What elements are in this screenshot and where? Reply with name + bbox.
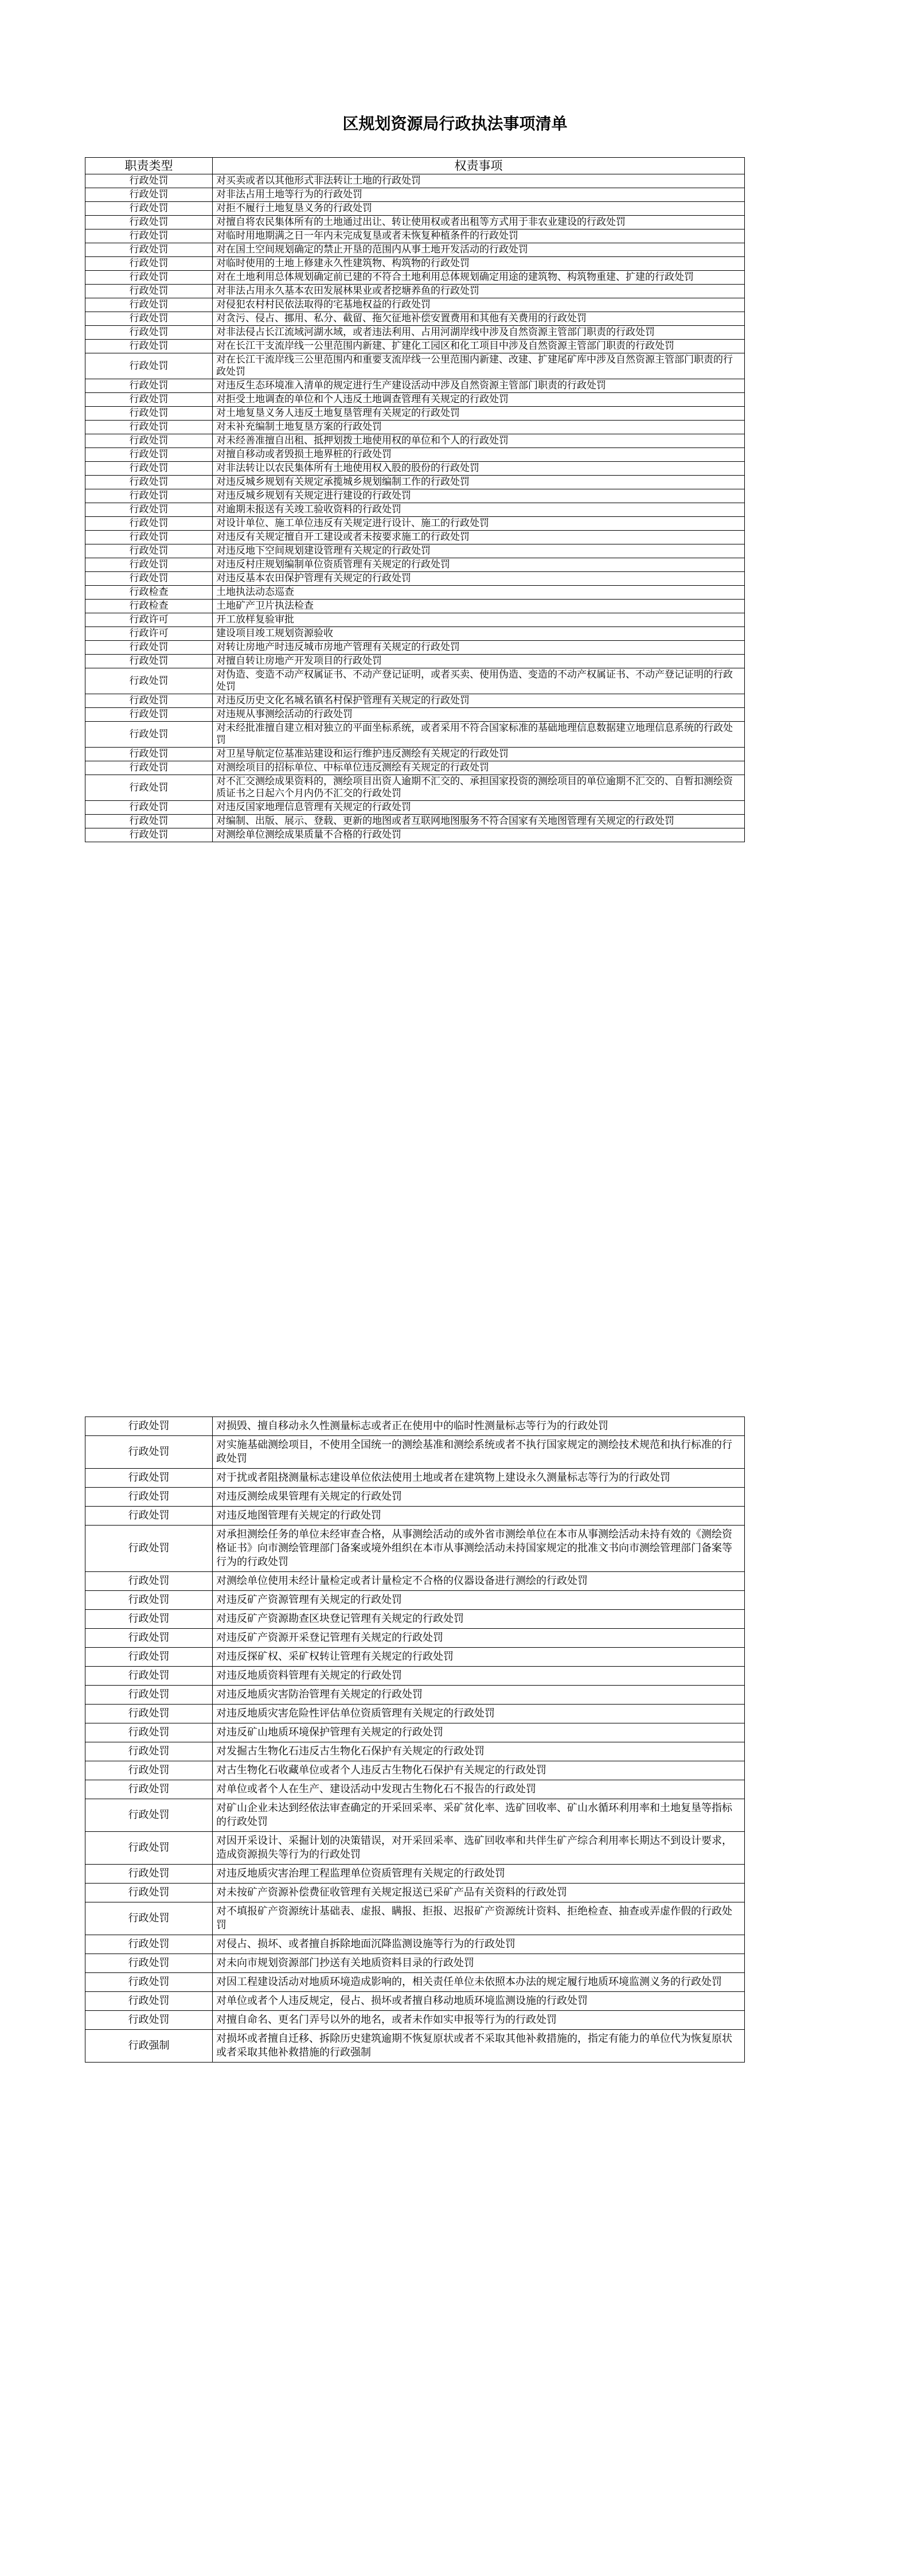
duty-item-cell: 对违反生态环境准入清单的规定进行生产建设活动中涉及自然资源主管部门职责的行政处罚 <box>213 379 745 393</box>
table-row <box>85 462 745 476</box>
header-duty-item: 权责事项 <box>213 158 745 174</box>
duty-type-cell: 行政处罚 <box>85 271 213 285</box>
duty-item-cell: 对未经批准擅自建立相对独立的平面坐标系统，或者采用不符合国家标准的基础地理信息数据建立地理信息系统的行政处罚 <box>213 722 745 748</box>
table-row <box>85 1954 745 1973</box>
duty-item-cell: 对损坏或者擅自迁移、拆除历史建筑逾期不恢复原状或者不采取其他补救措施的，指定有能力的单位代为恢复原状或者采取其他补救措施的行政强制 <box>213 2030 745 2063</box>
duty-type-cell: 行政处罚 <box>85 1992 213 2011</box>
table-row <box>85 600 745 613</box>
duty-type-cell: 行政处罚 <box>85 1686 213 1705</box>
duty-type-cell: 行政处罚 <box>85 298 213 312</box>
duty-item-cell: 对设计单位、施工单位违反有关规定进行设计、施工的行政处罚 <box>213 517 745 531</box>
duty-item-cell: 对未按矿产资源补偿费征收管理有关规定报送已采矿产品有关资料的行政处罚 <box>213 1884 745 1902</box>
duty-item-cell: 对贪污、侵占、挪用、私分、截留、拖欠征地补偿安置费用和其他有关费用的行政处罚 <box>213 312 745 326</box>
duty-item-cell: 对擅自将农民集体所有的土地通过出让、转让使用权或者出租等方式用于非农业建设的行政处罚 <box>213 216 745 229</box>
duty-type-cell: 行政处罚 <box>85 1780 213 1799</box>
duty-item-cell: 对违反矿产资源勘查区块登记管理有关规定的行政处罚 <box>213 1610 745 1629</box>
table-header-row <box>85 158 745 174</box>
table-row <box>85 1572 745 1591</box>
duty-item-cell: 对违反村庄规划编制单位资质管理有关规定的行政处罚 <box>213 558 745 572</box>
duty-type-cell: 行政检查 <box>85 600 213 613</box>
table-row <box>85 243 745 257</box>
duty-type-cell: 行政处罚 <box>85 1436 213 1469</box>
duty-type-cell: 行政处罚 <box>85 257 213 271</box>
table-row <box>85 761 745 775</box>
duty-type-cell: 行政处罚 <box>85 407 213 421</box>
duty-type-cell: 行政处罚 <box>85 1572 213 1591</box>
table-row <box>85 1992 745 2011</box>
duty-item-cell: 对单位或者个人在生产、建设活动中发现古生物化石不报告的行政处罚 <box>213 1780 745 1799</box>
duty-type-cell: 行政检查 <box>85 586 213 600</box>
page-title: 区规划资源局行政执法事项清单 <box>342 114 568 133</box>
duty-type-cell: 行政处罚 <box>85 1705 213 1723</box>
duty-type-cell: 行政处罚 <box>85 531 213 544</box>
duty-item-cell: 对编制、出版、展示、登载、更新的地图或者互联网地图服务不符合国家有关地图管理有关规定的行政处罚 <box>213 815 745 828</box>
duty-item-cell: 对不汇交测绘成果资料的，测绘项目出资人逾期不汇交的、承担国家投资的测绘项目的单位逾期不汇交的、自暂扣测绘资质证书之日起六个月内仍不汇交的行政处罚 <box>213 775 745 801</box>
duty-type-cell: 行政处罚 <box>85 202 213 216</box>
table-row <box>85 801 745 815</box>
duty-item-cell: 对非法侵占长江流域河湖水域，或者违法利用、占用河湖岸线中涉及自然资源主管部门职责的行政处罚 <box>213 326 745 340</box>
duty-item-cell: 对古生物化石收藏单位或者个人违反古生物化石保护有关规定的行政处罚 <box>213 1761 745 1780</box>
duty-type-cell: 行政处罚 <box>85 1526 213 1572</box>
table-row <box>85 1973 745 1992</box>
duty-item-cell: 对在长江干流岸线三公里范围内和重要支流岸线一公里范围内新建、改建、扩建尾矿库中涉及自然资源主管部门职责的行政处罚 <box>213 353 745 379</box>
duty-item-cell: 对违规从事测绘活动的行政处罚 <box>213 708 745 722</box>
table-row <box>85 668 745 694</box>
duty-type-cell: 行政处罚 <box>85 353 213 379</box>
table-row <box>85 1436 745 1469</box>
duty-type-cell: 行政处罚 <box>85 708 213 722</box>
duty-type-cell: 行政处罚 <box>85 828 213 842</box>
table-row <box>85 1832 745 1865</box>
table-row <box>85 312 745 326</box>
duty-item-cell: 对违反地质资料管理有关规定的行政处罚 <box>213 1667 745 1686</box>
duty-type-cell: 行政处罚 <box>85 1488 213 1507</box>
table-row <box>85 815 745 828</box>
duty-type-cell: 行政强制 <box>85 2030 213 2063</box>
table-row <box>85 1610 745 1629</box>
table-row <box>85 1799 745 1832</box>
table-row <box>85 558 745 572</box>
table-row <box>85 1591 745 1610</box>
duty-item-cell: 对承担测绘任务的单位未经审查合格，从事测绘活动的或外省市测绘单位在本市从事测绘活动未持有效的《测绘资格证书》向市测绘管理部门备案或境外组织在本市从事测绘活动未持国家规定的批准文书向市测绘管理部门备案等行为的行政处罚 <box>213 1526 745 1572</box>
duty-item-cell: 对买卖或者以其他形式非法转让土地的行政处罚 <box>213 174 745 188</box>
duty-type-cell: 行政处罚 <box>85 379 213 393</box>
table-row <box>85 1686 745 1705</box>
table-row <box>85 2011 745 2030</box>
duty-type-cell: 行政处罚 <box>85 421 213 434</box>
duty-item-cell: 对违反地质灾害治理工程监理单位资质管理有关规定的行政处罚 <box>213 1865 745 1884</box>
duty-item-cell: 对不填报矿产资源统计基础表、虚报、瞒报、拒报、迟报矿产资源统计资料、拒绝检查、抽查或弄虚作假的行政处罚 <box>213 1902 745 1935</box>
duty-item-cell: 对逾期未报送有关竣工验收资料的行政处罚 <box>213 503 745 517</box>
table-row <box>85 641 745 655</box>
duty-type-cell: 行政处罚 <box>85 243 213 257</box>
duty-type-cell: 行政处罚 <box>85 503 213 517</box>
duty-type-cell: 行政处罚 <box>85 326 213 340</box>
table-row <box>85 257 745 271</box>
duty-type-cell: 行政处罚 <box>85 748 213 761</box>
duty-item-cell: 开工放样复验审批 <box>213 613 745 627</box>
duty-item-cell: 土地执法动态巡查 <box>213 586 745 600</box>
duty-item-cell: 建设项目竣工规划资源验收 <box>213 627 745 641</box>
duty-item-cell: 对于扰或者阻挠测量标志建设单位依法使用土地或者在建筑物上建设永久测量标志等行为的行政处罚 <box>213 1469 745 1488</box>
table-row <box>85 1935 745 1954</box>
duty-type-cell: 行政处罚 <box>85 1799 213 1832</box>
duty-item-cell: 对违反地图管理有关规定的行政处罚 <box>213 1507 745 1526</box>
duty-item-cell: 对违反基本农田保护管理有关规定的行政处罚 <box>213 572 745 586</box>
duty-item-cell: 对在长江干支流岸线一公里范围内新建、扩建化工园区和化工项目中涉及自然资源主管部门职责的行政处罚 <box>213 340 745 353</box>
duty-type-cell: 行政处罚 <box>85 761 213 775</box>
duty-type-cell: 行政处罚 <box>85 1591 213 1610</box>
duty-type-cell: 行政处罚 <box>85 1723 213 1742</box>
table-row <box>85 393 745 407</box>
duty-item-cell: 对矿山企业未达到经依法审查确定的开采回采率、采矿贫化率、选矿回收率、矿山水循环利用率和土地复垦等指标的行政处罚 <box>213 1799 745 1832</box>
table-row <box>85 531 745 544</box>
table-row <box>85 627 745 641</box>
table-row <box>85 489 745 503</box>
duty-item-cell: 对测绘项目的招标单位、中标单位违反测绘有关规定的行政处罚 <box>213 761 745 775</box>
duty-type-cell: 行政处罚 <box>85 1865 213 1884</box>
table-row <box>85 775 745 801</box>
table-row <box>85 202 745 216</box>
duty-item-cell: 对在土地利用总体规划确定前已建的不符合土地利用总体规划确定用途的建筑物、构筑物重建、扩建的行政处罚 <box>213 271 745 285</box>
table-row <box>85 1417 745 1436</box>
table-row <box>85 1884 745 1902</box>
table-row <box>85 216 745 229</box>
duty-item-cell: 对测绘单位测绘成果质量不合格的行政处罚 <box>213 828 745 842</box>
duty-type-cell: 行政处罚 <box>85 1832 213 1865</box>
duty-item-cell: 对违反矿山地质环境保护管理有关规定的行政处罚 <box>213 1723 745 1742</box>
duty-item-cell: 对违反城乡规划有关规定进行建设的行政处罚 <box>213 489 745 503</box>
duty-item-cell: 对测绘单位使用未经计量检定或者计量检定不合格的仪器设备进行测绘的行政处罚 <box>213 1572 745 1591</box>
table-row <box>85 353 745 379</box>
table-row <box>85 448 745 462</box>
duty-type-cell: 行政许可 <box>85 627 213 641</box>
table-row <box>85 1723 745 1742</box>
table-row <box>85 229 745 243</box>
duty-item-cell: 对违反地下空间规划建设管理有关规定的行政处罚 <box>213 544 745 558</box>
duty-type-cell: 行政处罚 <box>85 216 213 229</box>
table-row <box>85 1865 745 1884</box>
table-row <box>85 1526 745 1572</box>
table-row <box>85 544 745 558</box>
duty-item-cell: 对违反历史文化名城名镇名村保护管理有关规定的行政处罚 <box>213 694 745 708</box>
table-row <box>85 1648 745 1667</box>
duty-item-cell: 对违反测绘成果管理有关规定的行政处罚 <box>213 1488 745 1507</box>
duty-type-cell: 行政处罚 <box>85 694 213 708</box>
table-row <box>85 572 745 586</box>
duty-item-cell: 土地矿产卫片执法检查 <box>213 600 745 613</box>
duty-type-cell: 行政处罚 <box>85 801 213 815</box>
duty-type-cell: 行政处罚 <box>85 668 213 694</box>
header-duty-type: 职责类型 <box>85 158 213 174</box>
table-row <box>85 1761 745 1780</box>
table-row <box>85 379 745 393</box>
duty-item-cell: 对拒不履行土地复垦义务的行政处罚 <box>213 202 745 216</box>
table-row <box>85 1705 745 1723</box>
duty-item-cell: 对土地复垦义务人违反土地复垦管理有关规定的行政处罚 <box>213 407 745 421</box>
duty-type-cell: 行政处罚 <box>85 641 213 655</box>
duty-item-cell: 对违反国家地理信息管理有关规定的行政处罚 <box>213 801 745 815</box>
table-row <box>85 1469 745 1488</box>
table-row <box>85 340 745 353</box>
duty-type-cell: 行政处罚 <box>85 1469 213 1488</box>
duty-item-cell: 对损毁、擅自移动永久性测量标志或者正在使用中的临时性测量标志等行为的行政处罚 <box>213 1417 745 1436</box>
table-row <box>85 1488 745 1507</box>
duty-item-cell: 对违反矿产资源管理有关规定的行政处罚 <box>213 1591 745 1610</box>
duty-type-cell: 行政处罚 <box>85 434 213 448</box>
duty-item-cell: 对非法转让以农民集体所有土地使用权入股的股份的行政处罚 <box>213 462 745 476</box>
table-row <box>85 828 745 842</box>
duty-type-cell: 行政处罚 <box>85 1667 213 1686</box>
table-row <box>85 1507 745 1526</box>
table-row <box>85 326 745 340</box>
duty-type-cell: 行政处罚 <box>85 489 213 503</box>
table-row <box>85 476 745 489</box>
duty-type-cell: 行政处罚 <box>85 572 213 586</box>
duty-type-cell: 行政处罚 <box>85 815 213 828</box>
table-row <box>85 1629 745 1648</box>
duty-item-cell: 对发掘古生物化石违反古生物化石保护有关规定的行政处罚 <box>213 1742 745 1761</box>
duty-item-cell: 对违反探矿权、采矿权转让管理有关规定的行政处罚 <box>213 1648 745 1667</box>
duty-type-cell: 行政处罚 <box>85 722 213 748</box>
duty-type-cell: 行政处罚 <box>85 544 213 558</box>
duty-item-cell: 对临时用地期满之日一年内未完成复垦或者未恢复种植条件的行政处罚 <box>213 229 745 243</box>
duty-type-cell: 行政处罚 <box>85 655 213 668</box>
table-row <box>85 421 745 434</box>
table-row <box>85 407 745 421</box>
table-row <box>85 1902 745 1935</box>
duty-item-cell: 对擅自转让房地产开发项目的行政处罚 <box>213 655 745 668</box>
duty-item-cell: 对擅自移动或者毁损土地界桩的行政处罚 <box>213 448 745 462</box>
table-row <box>85 285 745 298</box>
duty-type-cell: 行政处罚 <box>85 775 213 801</box>
table-row <box>85 503 745 517</box>
duty-item-cell: 对单位或者个人违反规定，侵占、损坏或者擅自移动地质环境监测设施的行政处罚 <box>213 1992 745 2011</box>
duty-item-cell: 对临时使用的土地上修建永久性建筑物、构筑物的行政处罚 <box>213 257 745 271</box>
duty-item-cell: 对违反城乡规划有关规定承揽城乡规划编制工作的行政处罚 <box>213 476 745 489</box>
duty-item-cell: 对违反矿产资源开采登记管理有关规定的行政处罚 <box>213 1629 745 1648</box>
duty-item-cell: 对擅自命名、更名门弄号以外的地名，或者未作如实申报等行为的行政处罚 <box>213 2011 745 2030</box>
duty-type-cell: 行政处罚 <box>85 1973 213 1992</box>
table-row <box>85 1742 745 1761</box>
duty-item-cell: 对实施基础测绘项目，不使用全国统一的测绘基准和测绘系统或者不执行国家规定的测绘技术规范和执行标准的行政处罚 <box>213 1436 745 1469</box>
duty-type-cell: 行政处罚 <box>85 1902 213 1935</box>
table-row <box>85 1667 745 1686</box>
duty-type-cell: 行政处罚 <box>85 1629 213 1648</box>
table-row <box>85 655 745 668</box>
duty-item-cell: 对非法占用永久基本农田发展林果业或者挖塘养鱼的行政处罚 <box>213 285 745 298</box>
duty-list-table-continued <box>85 1417 745 2063</box>
duty-item-cell: 对因工程建设活动对地质环境造成影响的，相关责任单位未依照本办法的规定履行地质环境监测义务的行政处罚 <box>213 1973 745 1992</box>
duty-type-cell: 行政处罚 <box>85 393 213 407</box>
duty-type-cell: 行政处罚 <box>85 1935 213 1954</box>
duty-list-table <box>85 157 745 842</box>
duty-type-cell: 行政处罚 <box>85 462 213 476</box>
duty-type-cell: 行政处罚 <box>85 1417 213 1436</box>
duty-item-cell: 对违反有关规定擅自开工建设或者未按要求施工的行政处罚 <box>213 531 745 544</box>
duty-item-cell: 对非法占用土地等行为的行政处罚 <box>213 188 745 202</box>
duty-item-cell: 对未向市规划资源部门抄送有关地质资料目录的行政处罚 <box>213 1954 745 1973</box>
table-row <box>85 517 745 531</box>
duty-type-cell: 行政许可 <box>85 613 213 627</box>
duty-item-cell: 对在国土空间规划确定的禁止开垦的范围内从事土地开发活动的行政处罚 <box>213 243 745 257</box>
duty-type-cell: 行政处罚 <box>85 1742 213 1761</box>
duty-type-cell: 行政处罚 <box>85 312 213 326</box>
duty-item-cell: 对卫星导航定位基准站建设和运行维护违反测绘有关规定的行政处罚 <box>213 748 745 761</box>
duty-type-cell: 行政处罚 <box>85 448 213 462</box>
duty-type-cell: 行政处罚 <box>85 188 213 202</box>
table-row <box>85 748 745 761</box>
duty-type-cell: 行政处罚 <box>85 1648 213 1667</box>
duty-type-cell: 行政处罚 <box>85 476 213 489</box>
duty-item-cell: 对侵占、损坏、或者擅自拆除地面沉降监测设施等行为的行政处罚 <box>213 1935 745 1954</box>
duty-item-cell: 对拒受土地调查的单位和个人违反土地调查管理有关规定的行政处罚 <box>213 393 745 407</box>
duty-type-cell: 行政处罚 <box>85 285 213 298</box>
duty-item-cell: 对因开采设计、采掘计划的决策错误，对开采回采率、选矿回收率和共伴生矿产综合利用率长期达不到设计要求，造成资源损失等行为的行政处罚 <box>213 1832 745 1865</box>
table-row <box>85 694 745 708</box>
table-row <box>85 1780 745 1799</box>
table-row <box>85 271 745 285</box>
duty-item-cell: 对未经善准擅自出租、抵押划拨土地使用权的单位和个人的行政处罚 <box>213 434 745 448</box>
duty-type-cell: 行政处罚 <box>85 2011 213 2030</box>
duty-type-cell: 行政处罚 <box>85 517 213 531</box>
table-row <box>85 613 745 627</box>
duty-type-cell: 行政处罚 <box>85 229 213 243</box>
table-row <box>85 2030 745 2063</box>
table-row <box>85 298 745 312</box>
table-row <box>85 708 745 722</box>
duty-type-cell: 行政处罚 <box>85 174 213 188</box>
duty-item-cell: 对侵犯农村村民依法取得的宅基地权益的行政处罚 <box>213 298 745 312</box>
duty-item-cell: 对伪造、变造不动产权属证书、不动产登记证明，或者买卖、使用伪造、变造的不动产权属证书、不动产登记证明的行政处罚 <box>213 668 745 694</box>
duty-item-cell: 对违反地质灾害防治管理有关规定的行政处罚 <box>213 1686 745 1705</box>
table-row <box>85 174 745 188</box>
table-row <box>85 434 745 448</box>
duty-item-cell: 对转让房地产时违反城市房地产管理有关规定的行政处罚 <box>213 641 745 655</box>
duty-type-cell: 行政处罚 <box>85 558 213 572</box>
duty-type-cell: 行政处罚 <box>85 1610 213 1629</box>
duty-type-cell: 行政处罚 <box>85 1507 213 1526</box>
duty-type-cell: 行政处罚 <box>85 1761 213 1780</box>
duty-type-cell: 行政处罚 <box>85 340 213 353</box>
table-row <box>85 188 745 202</box>
duty-type-cell: 行政处罚 <box>85 1954 213 1973</box>
table-row <box>85 722 745 748</box>
table-row <box>85 586 745 600</box>
duty-item-cell: 对违反地质灾害危险性评估单位资质管理有关规定的行政处罚 <box>213 1705 745 1723</box>
duty-type-cell: 行政处罚 <box>85 1884 213 1902</box>
duty-item-cell: 对未补充编制土地复垦方案的行政处罚 <box>213 421 745 434</box>
